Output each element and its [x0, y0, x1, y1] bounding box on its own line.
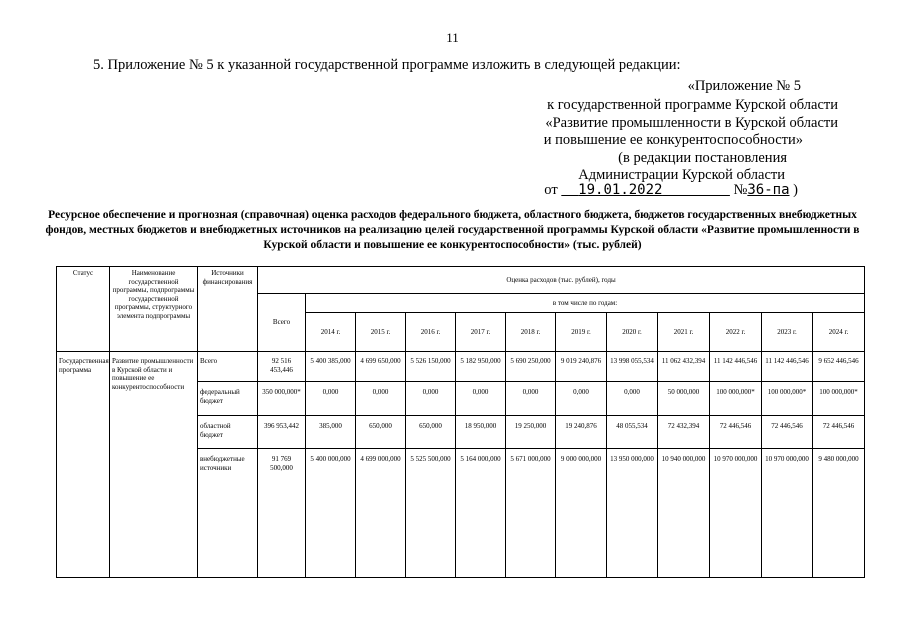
program-name-cell: Развитие промышленности в Курской области и повышение ее конкурентоспособности	[110, 352, 198, 578]
appendix-line-4: (в редакции постановления	[618, 150, 787, 166]
year-value-cell: 100 000,000*	[762, 382, 813, 416]
header-total: Всего	[258, 294, 306, 352]
resolution-date-value: 19.01.2022	[578, 182, 663, 198]
year-value-cell: 13 950 000,000	[607, 449, 658, 578]
header-year: 2022 г.	[710, 313, 762, 352]
year-value-cell: 9 480 000,000	[813, 449, 865, 578]
source-cell: Всего	[198, 352, 258, 382]
year-value-cell: 650,000	[356, 416, 406, 449]
resolution-number: 36-па	[747, 182, 790, 198]
year-value-cell: 11 062 432,394	[658, 352, 710, 382]
year-value-cell: 0,000	[356, 382, 406, 416]
year-value-cell: 385,000	[306, 416, 356, 449]
year-value-cell: 4 699 650,000	[356, 352, 406, 382]
year-value-cell: 9 000 000,000	[556, 449, 607, 578]
year-value-cell: 50 000,000	[658, 382, 710, 416]
year-value-cell: 5 526 150,000	[406, 352, 456, 382]
header-year: 2016 г.	[406, 313, 456, 352]
year-value-cell: 0,000	[607, 382, 658, 416]
year-value-cell: 10 940 000,000	[658, 449, 710, 578]
table-row	[57, 352, 865, 382]
year-value-cell: 5 690 250,000	[506, 352, 556, 382]
year-value-cell: 0,000	[456, 382, 506, 416]
year-value-cell: 19 250,000	[506, 416, 556, 449]
total-cell: 92 516 453,446	[258, 352, 306, 382]
year-value-cell: 5 671 000,000	[506, 449, 556, 578]
source-cell: федеральный бюджет	[198, 382, 258, 416]
source-cell: областной бюджет	[198, 416, 258, 449]
number-prefix: №	[733, 182, 748, 198]
year-value-cell: 48 055,534	[607, 416, 658, 449]
year-value-cell: 5 400 000,000	[306, 449, 356, 578]
appendix-date-line	[544, 182, 798, 199]
resource-table	[56, 266, 865, 578]
page-number: 11	[446, 30, 459, 45]
appendix-line-1: к государственной программе Курской области	[547, 97, 838, 113]
year-value-cell: 9 019 240,876	[556, 352, 607, 382]
resolution-date	[561, 182, 730, 198]
source-cell: внебюджетные источники	[198, 449, 258, 578]
year-value-cell: 11 142 446,546	[762, 352, 813, 382]
header-year: 2021 г.	[658, 313, 710, 352]
year-value-cell: 0,000	[556, 382, 607, 416]
header-name: Наименование государственной программы, подпрограммы государственной программы, структурного элемента подпрограммы	[110, 267, 198, 352]
year-value-cell: 5 525 500,000	[406, 449, 456, 578]
year-value-cell: 0,000	[306, 382, 356, 416]
year-value-cell: 5 182 950,000	[456, 352, 506, 382]
header-year: 2020 г.	[607, 313, 658, 352]
header-status: Статус	[57, 267, 110, 352]
header-year: 2024 г.	[813, 313, 865, 352]
total-cell: 350 000,000*	[258, 382, 306, 416]
year-value-cell: 5 400 385,000	[306, 352, 356, 382]
year-value-cell: 72 432,394	[658, 416, 710, 449]
year-value-cell: 18 950,000	[456, 416, 506, 449]
date-prefix: от	[544, 182, 558, 198]
year-value-cell: 10 970 000,000	[762, 449, 813, 578]
year-value-cell: 13 998 055,534	[607, 352, 658, 382]
appendix-line-2: «Развитие промышленности в Курской области	[545, 115, 838, 131]
header-year: 2019 г.	[556, 313, 607, 352]
header-year: 2014 г.	[306, 313, 356, 352]
close-paren: )	[793, 182, 798, 198]
appendix-line-3: и повышение ее конкурентоспособности»	[543, 132, 803, 148]
year-value-cell: 100 000,000*	[710, 382, 762, 416]
header-year: 2017 г.	[456, 313, 506, 352]
header-incl-years: в том числе по годам:	[306, 294, 865, 313]
year-value-cell: 72 446,546	[813, 416, 865, 449]
year-value-cell: 0,000	[406, 382, 456, 416]
total-cell: 396 953,442	[258, 416, 306, 449]
year-value-cell: 10 970 000,000	[710, 449, 762, 578]
status-cell: Государственная программа	[57, 352, 110, 578]
year-value-cell: 4 699 000,000	[356, 449, 406, 578]
year-value-cell: 9 652 446,546	[813, 352, 865, 382]
header-year: 2018 г.	[506, 313, 556, 352]
appendix-title: «Приложение № 5	[687, 78, 801, 94]
document-title: Ресурсное обеспечение и прогнозная (справочная) оценка расходов федерального бюджета, областного бюджета, бюджетов государственных внебюджетных фондов, местных бюджетов и внебюджетных источников на реализацию целей государственной программы Курской области «Развитие промышленности в Курской области и повышение ее конкурентоспособности» (тыс. рублей)	[45, 209, 860, 251]
header-year: 2023 г.	[762, 313, 813, 352]
year-value-cell: 19 240,876	[556, 416, 607, 449]
header-estimate: Оценка расходов (тыс. рублей), годы	[258, 267, 865, 294]
intro-paragraph: 5. Приложение № 5 к указанной государственной программе изложить в следующей редакции:	[93, 57, 681, 73]
year-value-cell: 72 446,546	[710, 416, 762, 449]
year-value-cell: 100 000,000*	[813, 382, 865, 416]
year-value-cell: 650,000	[406, 416, 456, 449]
header-year: 2015 г.	[356, 313, 406, 352]
appendix-line-5: Администрации Курской области	[578, 167, 785, 183]
year-value-cell: 5 164 000,000	[456, 449, 506, 578]
year-value-cell: 0,000	[506, 382, 556, 416]
header-sources: Источники финансирования	[198, 267, 258, 352]
total-cell: 91 769 500,000	[258, 449, 306, 578]
year-value-cell: 11 142 446,546	[710, 352, 762, 382]
year-value-cell: 72 446,546	[762, 416, 813, 449]
